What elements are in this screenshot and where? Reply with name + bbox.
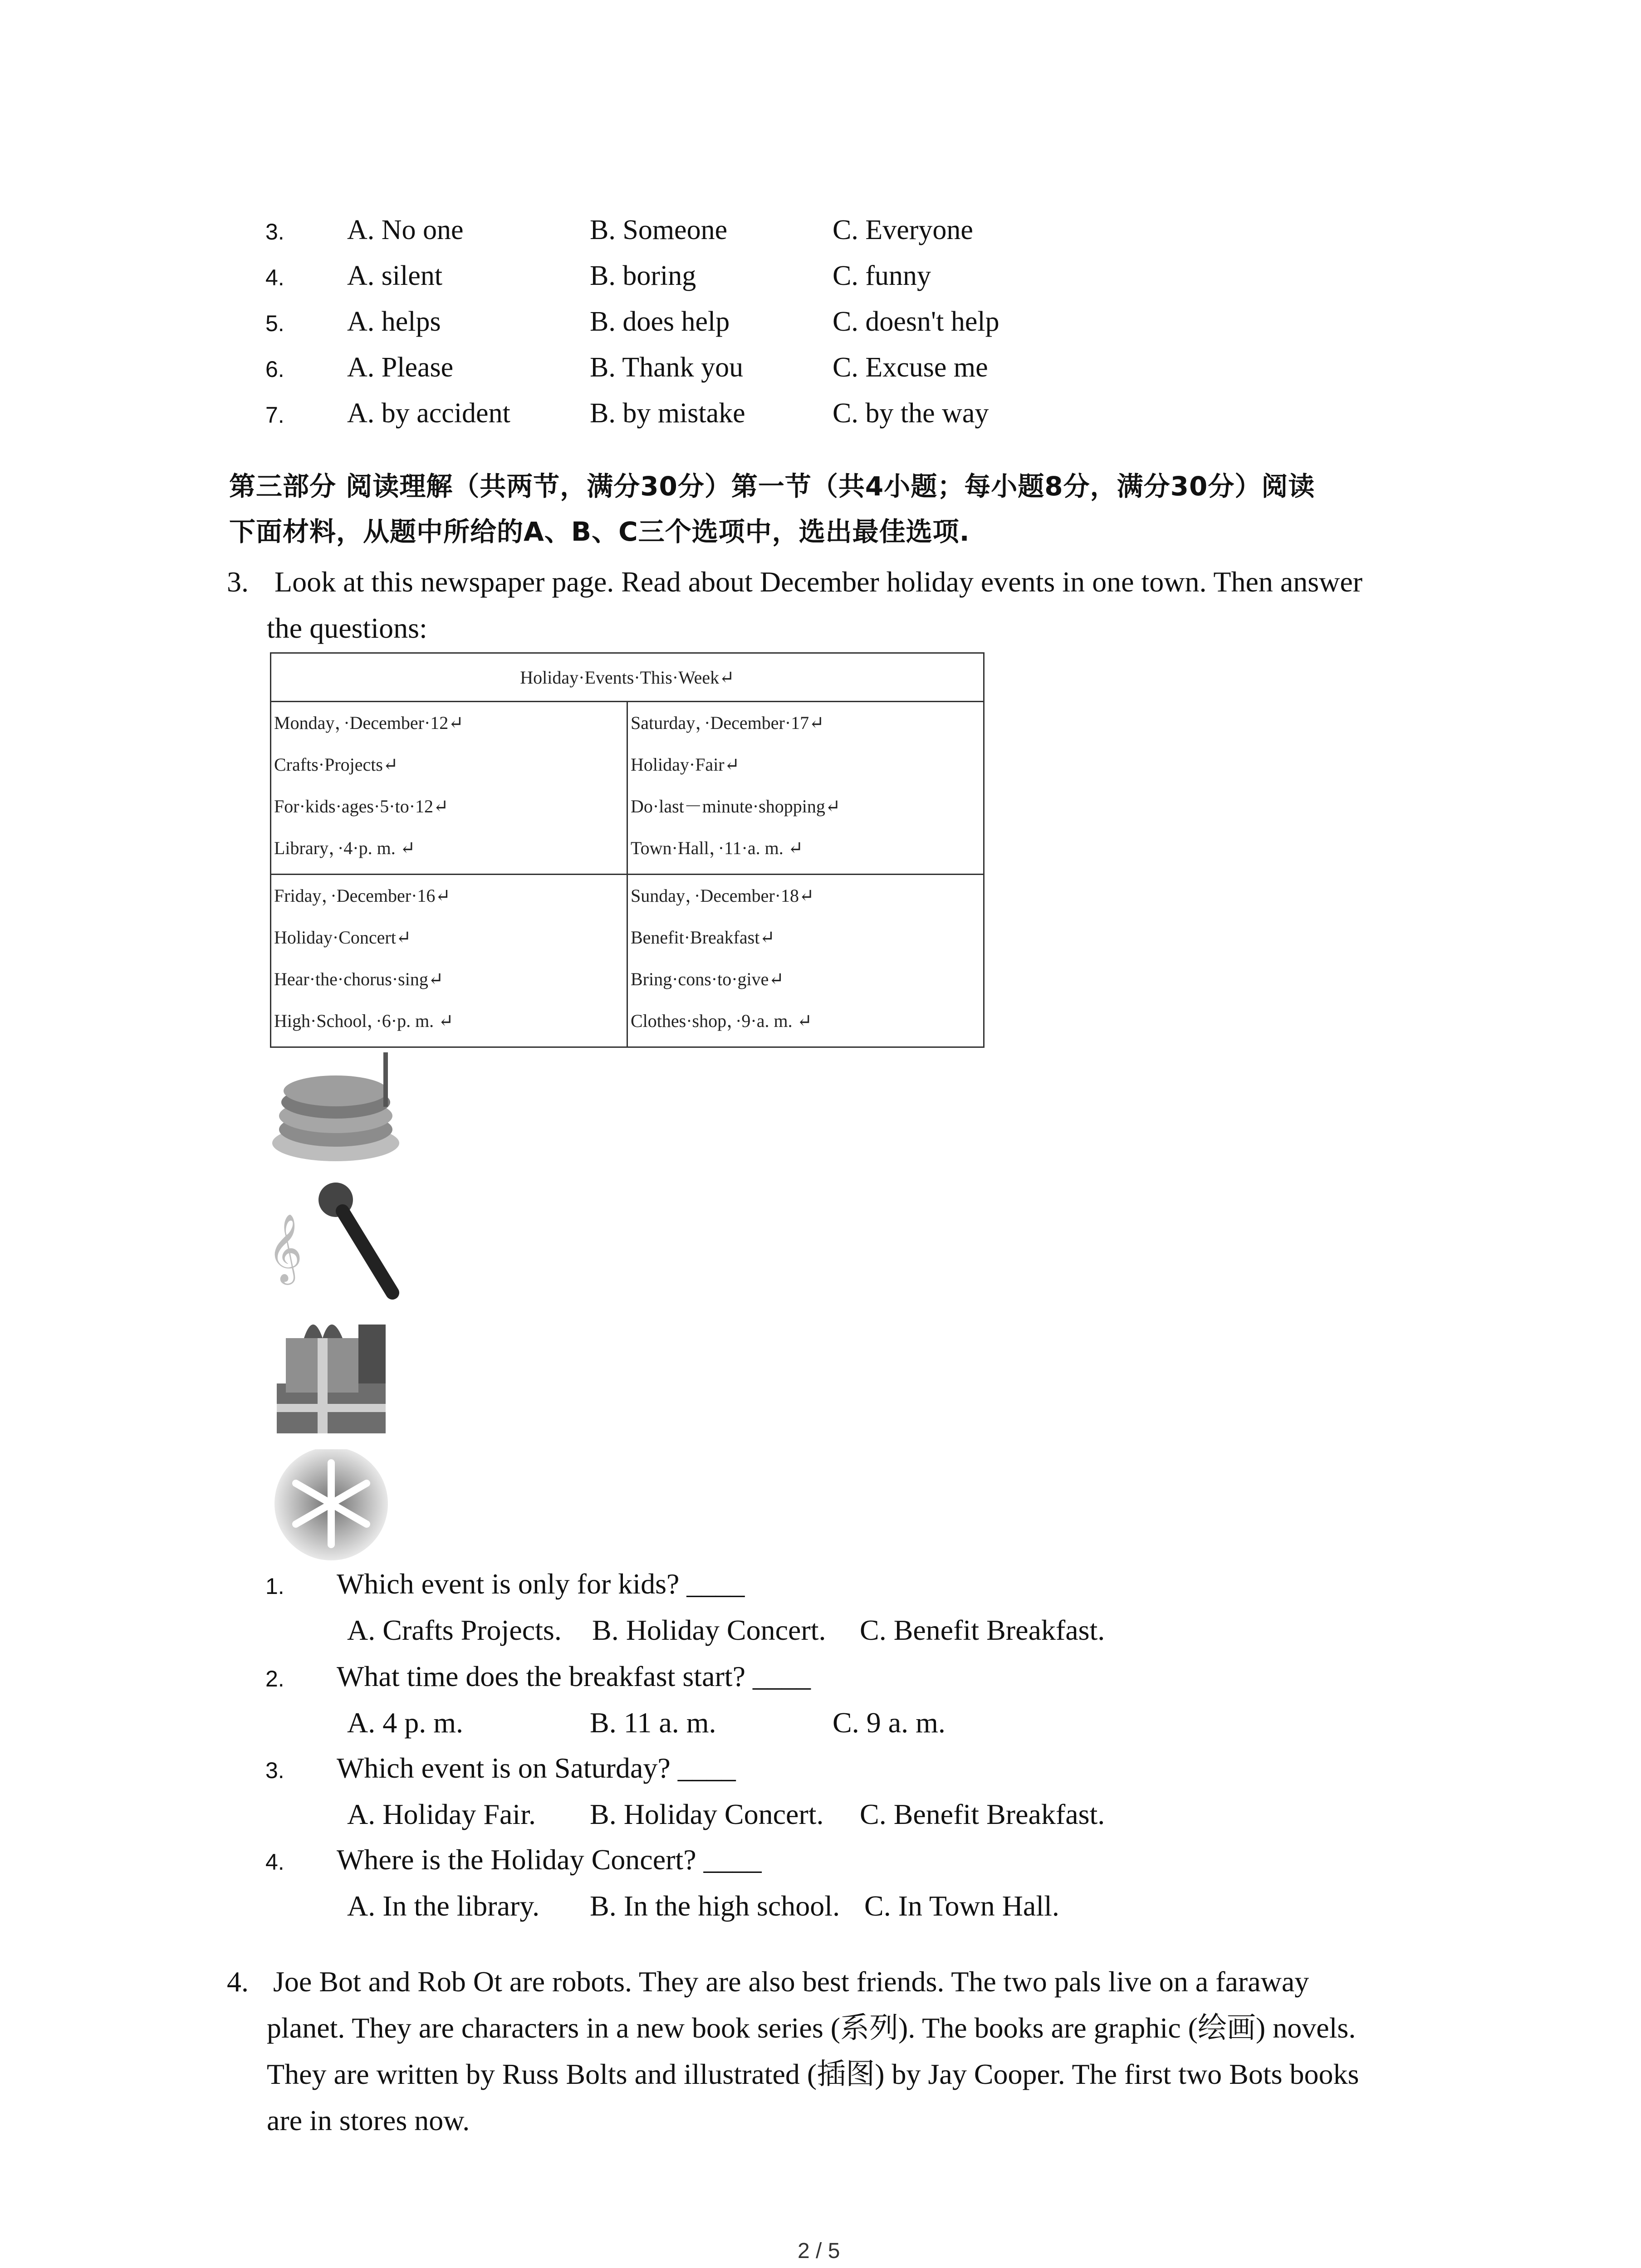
vocab-option-b: B. boring [590, 260, 696, 291]
passage3-line1: Look at this newspaper page. Read about December holiday events in one town. Then answer [274, 566, 1363, 598]
question-option-c: C. In Town Hall. [864, 1890, 1059, 1922]
passage4-number: 4. [227, 1965, 249, 1998]
pancakes-icon [268, 1052, 404, 1168]
question-option-b: B. 11 a. m. [590, 1706, 716, 1739]
microphone-icon [268, 1177, 404, 1300]
event-name: Crafts·Projects↵ [274, 754, 398, 775]
question-option-a: A. Crafts Projects. [347, 1614, 562, 1646]
vocab-option-c: C. Everyone [833, 215, 973, 245]
vocab-option-c: C. Excuse me [833, 352, 988, 383]
event-place-time: Clothes·shop，·9·a. m. ↵ [631, 1011, 813, 1031]
vocab-item-num: 6. [265, 357, 284, 382]
passage4-line4: are in stores now. [267, 2104, 470, 2136]
question-number: 4. [265, 1849, 284, 1875]
question-option-b: B. Holiday Concert. [590, 1798, 824, 1830]
vocab-item-num: 3. [265, 219, 284, 244]
event-description: For·kids·ages·5·to·12↵ [274, 796, 449, 816]
vocab-option-b: B. Thank you [590, 352, 744, 383]
question-option-c: C. Benefit Breakfast. [860, 1798, 1105, 1830]
vocab-option-c: C. by the way [833, 398, 989, 429]
event-description: Do·last－minute·shopping↵ [631, 796, 841, 816]
svg-text:𝄞: 𝄞 [268, 1213, 303, 1282]
question-option-b: B. Holiday Concert. [592, 1614, 826, 1646]
question-option-a: A. Holiday Fair. [347, 1798, 536, 1830]
question-text: Which event is on Saturday? ____ [337, 1752, 736, 1784]
question-option-a: A. In the library. [347, 1890, 540, 1922]
vocab-item-num: 7. [265, 402, 284, 428]
page-number: 2 / 5 [798, 2239, 840, 2263]
vocab-option-a: A. No one [347, 215, 464, 245]
question-text: Which event is only for kids? ____ [337, 1568, 745, 1600]
vocab-option-a: A. Please [347, 352, 454, 383]
passage3-line2: the questions: [267, 612, 427, 644]
event-date: Sunday，·December·18↵ [631, 885, 814, 906]
vocab-option-c: C. funny [833, 260, 931, 291]
event-place-time: Library，·4·p. m. ↵ [274, 838, 416, 858]
vocab-option-a: A. helps [347, 306, 441, 337]
vocab-option-c: C. doesn't help [833, 306, 999, 337]
question-number: 1. [265, 1574, 284, 1599]
event-description: Bring·cons·to·give↵ [631, 969, 784, 989]
question-option-c: C. 9 a. m. [833, 1706, 945, 1739]
passage3-number: 3. [227, 566, 249, 598]
event-date: Friday，·December·16↵ [274, 885, 451, 906]
events-table-title: Holiday·Events·This·Week↵ [271, 653, 984, 702]
events-table-wrapper [270, 652, 985, 1048]
event-cell [271, 875, 627, 1047]
vocab-option-b: B. does help [590, 306, 730, 337]
gift-icon [268, 1306, 404, 1438]
event-description: Hear·the·chorus·sing↵ [274, 969, 444, 989]
question-number: 2. [265, 1666, 284, 1691]
passage4-line2: planet. They are characters in a new book series (系列). The books are graphic (绘画) novels. [267, 2012, 1356, 2044]
vocab-option-b: B. Someone [590, 215, 728, 245]
event-date: Monday，·December·12↵ [274, 713, 464, 733]
event-cell [271, 702, 627, 875]
passage4-line1: Joe Bot and Rob Ot are robots. They are also best friends. The two pals live on a faraway [273, 1965, 1309, 1998]
question-option-a: A. 4 p. m. [347, 1706, 463, 1739]
question-option-c: C. Benefit Breakfast. [860, 1614, 1105, 1646]
snowflake-icon [268, 1449, 404, 1567]
event-place-time: High·School，·6·p. m. ↵ [274, 1011, 454, 1031]
vocab-item-num: 4. [265, 265, 284, 290]
event-name: Holiday·Fair↵ [631, 754, 740, 775]
event-cell [627, 875, 984, 1047]
section-heading-line1: 第三部分 阅读理解（共两节，满分30分）第一节（共4小题；每小题8分，满分30分）阅读 [229, 471, 1315, 502]
question-text: What time does the breakfast start? ____ [337, 1660, 811, 1692]
vocab-item-num: 5. [265, 311, 284, 336]
question-option-b: B. In the high school. [590, 1890, 840, 1922]
vocab-option-a: A. silent [347, 260, 443, 291]
event-cell [627, 702, 984, 875]
question-text: Where is the Holiday Concert? ____ [337, 1843, 762, 1876]
event-date: Saturday，·December·17↵ [631, 713, 824, 733]
passage4-line3: They are written by Russ Bolts and illustrated (插图) by Jay Cooper. The first two Bots books [267, 2058, 1359, 2090]
vocab-option-b: B. by mistake [590, 398, 745, 429]
event-name: Benefit·Breakfast↵ [631, 927, 775, 948]
question-number: 3. [265, 1758, 284, 1783]
section-heading-line2: 下面材料，从题中所给的A、B、C三个选项中，选出最佳选项. [229, 516, 970, 547]
vocab-option-a: A. by accident [347, 398, 510, 429]
events-table [270, 652, 985, 1048]
event-name: Holiday·Concert↵ [274, 927, 411, 948]
event-place-time: Town·Hall，·11·a. m. ↵ [631, 838, 803, 858]
